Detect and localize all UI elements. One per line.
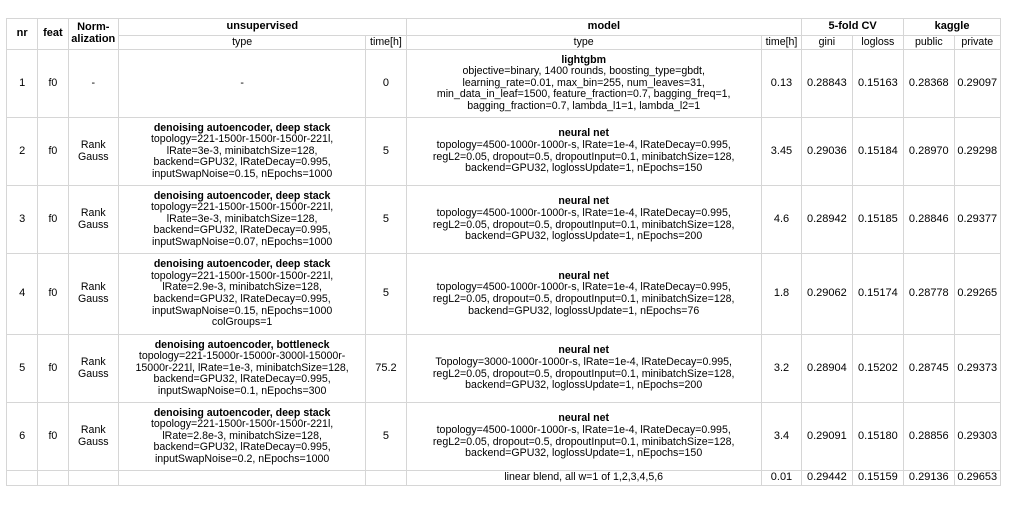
row-gini: 0.29036: [802, 118, 852, 186]
row-nr: 6: [7, 403, 38, 471]
blend-time: 0.01: [761, 471, 801, 486]
row-norm: Rank Gauss: [68, 254, 118, 335]
row-model-time: 1.8: [761, 254, 801, 335]
row-model-time: 3.2: [761, 335, 801, 403]
row-norm: -: [68, 50, 118, 118]
row-model: [406, 118, 761, 186]
table-row: [7, 403, 1001, 471]
nr-header: nr: [7, 19, 38, 50]
feat-header: feat: [38, 19, 68, 50]
normalization-header: Norm- alization: [68, 19, 118, 50]
row-unsupervised: [119, 50, 366, 118]
row-logloss: 0.15202: [852, 335, 903, 403]
row-private: 0.29097: [954, 50, 1000, 118]
unsup-time-header: time[h]: [366, 36, 406, 50]
blend-row: [7, 471, 1001, 486]
table-row: [7, 335, 1001, 403]
blend-nr: [7, 471, 38, 486]
unsup-params: topology=221-1500r-1500r-1500r-221l, lRate=2.9e-3, minibatchSize=128, backend=GPU32, lRateDecay=0.995, inputSwapNoise=0.15, nEpochs=1000 colGroups=1: [150, 269, 334, 329]
row-public: 0.28745: [904, 335, 954, 403]
row-norm: Rank Gauss: [68, 403, 118, 471]
public-header: public: [904, 36, 954, 50]
unsup-title: denoising autoencoder, deep stack: [153, 121, 331, 134]
logloss-header: logloss: [852, 36, 903, 50]
header-row-1: [7, 19, 1001, 36]
gini-header: gini: [802, 36, 852, 50]
row-unsup-time: 5: [366, 118, 406, 186]
model-params: topology=4500-1000r-1000r-s, lRate=1e-4, lRateDecay=0.995, regL2=0.05, dropout=0.5, dropoutInput=0.1, minibatchSize=128, backend=GPU32, loglossUpdate=1, nEpochs=150: [432, 423, 735, 460]
row-nr: 3: [7, 186, 38, 254]
row-gini: 0.29091: [802, 403, 852, 471]
row-model: [406, 50, 761, 118]
blend-private: 0.29653: [954, 471, 1000, 486]
row-feat: f0: [38, 118, 68, 186]
row-logloss: 0.15174: [852, 254, 903, 335]
row-nr: 1: [7, 50, 38, 118]
model-params: topology=4500-1000r-1000r-s, lRate=1e-4, lRateDecay=0.995, regL2=0.05, dropout=0.5, dropoutInput=0.1, minibatchSize=128, backend=GPU32, loglossUpdate=1, nEpochs=150: [432, 138, 735, 175]
blend-unsup: [119, 471, 366, 486]
row-model: [406, 186, 761, 254]
row-private: 0.29373: [954, 335, 1000, 403]
header-row-2: [7, 36, 1001, 50]
row-norm: Rank Gauss: [68, 186, 118, 254]
row-model: [406, 254, 761, 335]
row-feat: f0: [38, 186, 68, 254]
cv-header: 5-fold CV: [802, 19, 904, 36]
table-row: [7, 186, 1001, 254]
row-nr: 4: [7, 254, 38, 335]
row-model-time: 4.6: [761, 186, 801, 254]
unsup-type-header: type: [119, 36, 366, 50]
model-header: model: [406, 19, 802, 36]
table-row: [7, 118, 1001, 186]
table-row: [7, 50, 1001, 118]
row-norm: Rank Gauss: [68, 335, 118, 403]
row-feat: f0: [38, 335, 68, 403]
model-params: topology=4500-1000r-1000r-s, lRate=1e-4, lRateDecay=0.995, regL2=0.05, dropout=0.5, dropoutInput=0.1, minibatchSize=128, backend=GPU32, loglossUpdate=1, nEpochs=200: [432, 206, 735, 243]
row-gini: 0.28843: [802, 50, 852, 118]
row-unsup-time: 5: [366, 254, 406, 335]
blend-model: linear blend, all w=1 of 1,2,3,4,5,6: [406, 471, 761, 486]
model-time-header: time[h]: [761, 36, 801, 50]
model-title: neural net: [558, 195, 610, 208]
model-params: Topology=3000-1000r-1000r-s, lRate=1e-4, lRateDecay=0.995, regL2=0.05, dropout=0.5, dropoutInput=0.1, minibatchSize=128, backend=GPU32, loglossUpdate=1, nEpochs=200: [432, 355, 735, 392]
row-unsupervised: [119, 118, 366, 186]
row-private: 0.29377: [954, 186, 1000, 254]
unsup-params: -: [240, 76, 244, 89]
unsupervised-header: unsupervised: [119, 19, 407, 36]
model-title: neural net: [558, 412, 610, 425]
unsup-title: denoising autoencoder, deep stack: [153, 258, 331, 271]
blend-unsup-time: [366, 471, 406, 486]
row-unsup-time: 5: [366, 403, 406, 471]
kaggle-header: kaggle: [904, 19, 1001, 36]
row-public: 0.28846: [904, 186, 954, 254]
private-header: private: [954, 36, 1000, 50]
model-title: neural net: [558, 269, 610, 282]
blend-gini: 0.29442: [802, 471, 852, 486]
blend-feat: [38, 471, 68, 486]
model-params: objective=binary, 1400 rounds, boosting_type=gbdt, learning_rate=0.01, max_bin=255, num_leaves=31, min_data_in_leaf=1500, feature_fraction=0.7, bagging_freq=1, bagging_fraction=0.7, lambda_l1=1, lambda_l2=1: [436, 65, 731, 112]
unsup-params: topology=221-1500r-1500r-1500r-221l, lRate=3e-3, minibatchSize=128, backend=GPU32, lRateDecay=0.995, inputSwapNoise=0.07, nEpochs=1000: [150, 201, 334, 248]
row-unsupervised: [119, 254, 366, 335]
row-public: 0.28856: [904, 403, 954, 471]
row-nr: 5: [7, 335, 38, 403]
row-unsup-time: 75.2: [366, 335, 406, 403]
row-gini: 0.29062: [802, 254, 852, 335]
model-title: neural net: [558, 344, 610, 357]
row-logloss: 0.15184: [852, 118, 903, 186]
table-row: [7, 254, 1001, 335]
row-private: 0.29265: [954, 254, 1000, 335]
row-norm: Rank Gauss: [68, 118, 118, 186]
model-title: neural net: [558, 127, 610, 140]
row-public: 0.28368: [904, 50, 954, 118]
blend-public: 0.29136: [904, 471, 954, 486]
row-gini: 0.28942: [802, 186, 852, 254]
row-private: 0.29303: [954, 403, 1000, 471]
row-public: 0.28970: [904, 118, 954, 186]
row-unsupervised: [119, 186, 366, 254]
model-type-header: type: [406, 36, 761, 50]
row-model: [406, 403, 761, 471]
row-model-time: 3.4: [761, 403, 801, 471]
model-title: lightgbm: [561, 53, 607, 66]
row-logloss: 0.15185: [852, 186, 903, 254]
row-unsup-time: 0: [366, 50, 406, 118]
row-private: 0.29298: [954, 118, 1000, 186]
unsup-title: denoising autoencoder, bottleneck: [154, 338, 330, 351]
results-table: [6, 18, 1001, 486]
row-logloss: 0.15163: [852, 50, 903, 118]
row-model-time: 3.45: [761, 118, 801, 186]
model-params: topology=4500-1000r-1000r-s, lRate=1e-4, lRateDecay=0.995, regL2=0.05, dropout=0.5, dropoutInput=0.1, minibatchSize=128, backend=GPU32, loglossUpdate=1, nEpochs=76: [432, 281, 735, 317]
row-feat: f0: [38, 50, 68, 118]
unsup-params: topology=221-15000r-15000r-3000l-15000r- 15000r-221l, lRate=1e-3, minibatchSize=128, backend=GPU32, lRateDecay=0.995, inputSwapNoise=0.1, nEpochs=300: [135, 350, 349, 397]
row-feat: f0: [38, 403, 68, 471]
blend-norm: [68, 471, 118, 486]
row-nr: 2: [7, 118, 38, 186]
row-logloss: 0.15180: [852, 403, 903, 471]
unsup-params: topology=221-1500r-1500r-1500r-221l, lRate=3e-3, minibatchSize=128, backend=GPU32, lRateDecay=0.995, inputSwapNoise=0.15, nEpochs=1000: [150, 133, 334, 180]
unsup-params: topology=221-1500r-1500r-1500r-221l, lRate=2.8e-3, minibatchSize=128, backend=GPU32, lRateDecay=0.995, inputSwapNoise=0.2, nEpochs=1000: [150, 418, 334, 465]
row-feat: f0: [38, 254, 68, 335]
row-unsupervised: [119, 335, 366, 403]
unsup-title: denoising autoencoder, deep stack: [153, 406, 331, 419]
row-gini: 0.28904: [802, 335, 852, 403]
row-unsupervised: [119, 403, 366, 471]
row-model-time: 0.13: [761, 50, 801, 118]
blend-logloss: 0.15159: [852, 471, 903, 486]
row-unsup-time: 5: [366, 186, 406, 254]
row-model: [406, 335, 761, 403]
row-public: 0.28778: [904, 254, 954, 335]
unsup-title: denoising autoencoder, deep stack: [153, 189, 331, 202]
